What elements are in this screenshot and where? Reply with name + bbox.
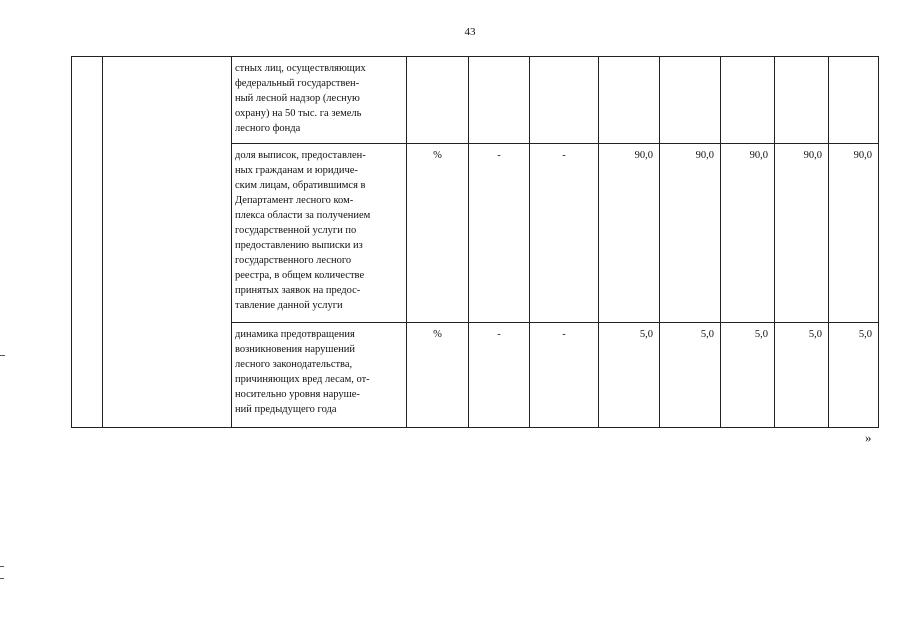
value-cell: [530, 57, 599, 144]
value-cell: [599, 57, 660, 144]
value-cell: [829, 57, 879, 144]
scan-edge-mark: [0, 566, 4, 567]
value-cell: -: [469, 323, 530, 428]
unit-cell: [407, 57, 469, 144]
closing-quote: »: [865, 430, 872, 445]
value-cell: -: [530, 323, 599, 428]
unit-cell: %: [407, 144, 469, 323]
value-cell: -: [530, 144, 599, 323]
value-cell: [469, 57, 530, 144]
scan-edge-mark: [0, 355, 5, 356]
scan-edge-mark: [0, 578, 4, 579]
row-number-cell: [72, 57, 103, 428]
value-cell: 5,0: [660, 323, 721, 428]
value-cell: 5,0: [829, 323, 879, 428]
value-cell: 90,0: [829, 144, 879, 323]
value-cell: 5,0: [721, 323, 775, 428]
value-cell: [721, 57, 775, 144]
value-cell: 90,0: [721, 144, 775, 323]
value-cell: -: [469, 144, 530, 323]
value-cell: 90,0: [599, 144, 660, 323]
unit-cell: %: [407, 323, 469, 428]
indicator-description: динамика предотвращения возникновения нарушений лесного законодательства, причиняющих вред лесам, от- носительно уровня наруше- ний предыдущего года: [232, 323, 407, 428]
value-cell: [775, 57, 829, 144]
value-cell: 5,0: [775, 323, 829, 428]
page-number: 43: [464, 26, 476, 38]
value-cell: 90,0: [660, 144, 721, 323]
value-cell: [660, 57, 721, 144]
indicator-description: стных лиц, осуществляющих федеральный государствен- ный лесной надзор (лесную охрану) на 50 тыс. га земель лесного фонда: [232, 57, 407, 144]
indicator-description: доля выписок, предоставлен- ных гражданам и юридиче- ским лицам, обратившимся в Департамент лесного ком- плекса области за получением государственной услуги по предоставлению выписки из государственного лесного реестра, в общем количестве принятых заявок на предос- тавление данной услуги: [232, 144, 407, 323]
indicators-table: [71, 56, 879, 428]
program-name-cell: [103, 57, 232, 428]
table-row: [72, 57, 879, 144]
value-cell: 90,0: [775, 144, 829, 323]
value-cell: 5,0: [599, 323, 660, 428]
